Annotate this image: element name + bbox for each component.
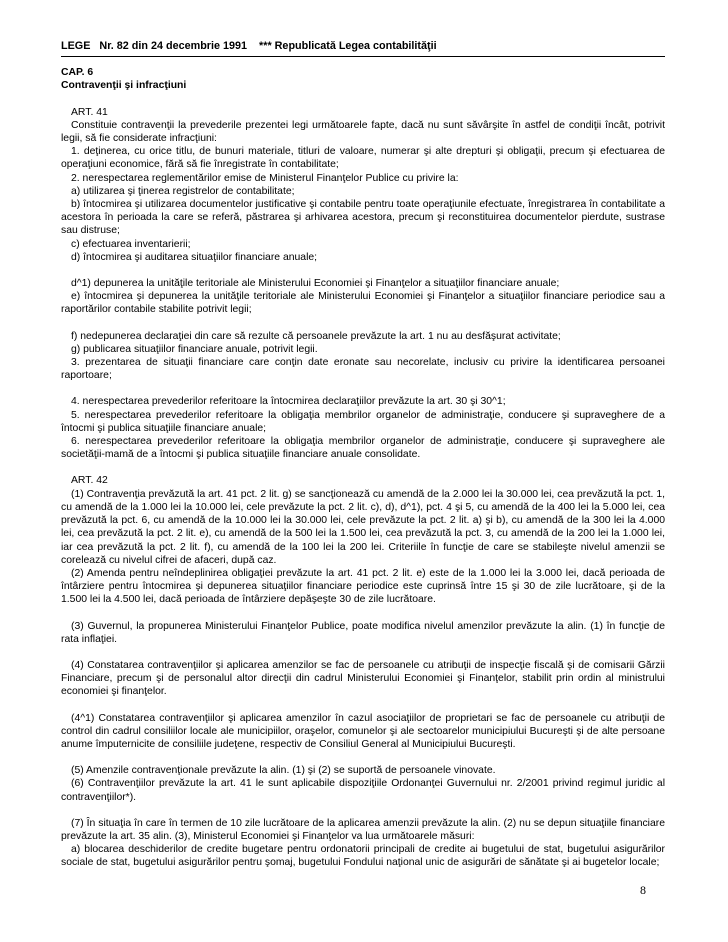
paragraph: (5) Amenzile contravenţionale prevăzute la alin. (1) şi (2) se suportă de persoanele vinovate. bbox=[71, 765, 496, 777]
paragraph: (6) Contravenţiilor prevăzute la art. 41 le sunt aplicabile dispoziţiile Ordonanţei Guvernului nr. 2/2001 privind regimul juridic al contravenţiilor*). bbox=[61, 778, 665, 803]
chapter-heading bbox=[61, 66, 665, 92]
paragraph: f) nedepunerea declaraţiei din care să rezulte că persoanele prevăzute la art. 1 nu au desfăşurat activitate; bbox=[71, 330, 561, 342]
chapter-title: Contravenţii şi infracţiuni bbox=[61, 80, 187, 92]
paragraph: (1) Contravenţia prevăzută la art. 41 pct. 2 lit. g) se sancţionează cu amendă de la 2.000 lei la 30.000 lei, cea prevăzută la pct. 1, cu amendă de la 1.000 lei la 10.000 lei, cele prevăzute la pct. 2 lit. c), d), d^1), pct. 4 şi 5, cu amendă de la 400 lei la 5.000 lei, cea prevăzută la pct. 6, cu amendă de la 10.000 lei la 30.000 lei, cele prevăzute la pct. 2 lit. a) şi b), cu amendă de la 300 lei la 4.000 lei, cea prevăzută la pct. 2 lit. e), cu amendă de la 500 lei la 1.500 lei, cea prevăzută la pct. 3, cu amendă de la 200 lei la 1.000 lei, iar cea prevăzută la pct. 2 lit. f), cu amendă de la 100 lei la 200 lei. Criteriile în funcţie de care se stabileşte nivelul amenzii se corelează cu nivelul cifrei de afaceri, după caz. bbox=[61, 488, 665, 566]
paragraph: (7) În situaţia în care în termen de 10 zile lucrătoare de la aplicarea amenzii prevăzute la alin. (2) nu se depun situaţiile financiare prevăzute la art. 35 alin. (3), Ministerul Economiei şi Finanţelor va lua următoarele măsuri: bbox=[61, 817, 665, 842]
paragraph: d) întocmirea şi auditarea situaţiilor financiare anuale; bbox=[71, 251, 318, 263]
paragraph: b) întocmirea şi utilizarea documentelor justificative şi contabile pentru toate operaţiunile efectuate, înregistrarea în contabilitate a acestora în perioada la care se referă, păstrarea şi arhivarea acestora, precum şi reconstituirea documentelor pierdute, sustrase sau distruse; bbox=[61, 199, 665, 237]
article-42-body bbox=[61, 488, 665, 870]
page-header: LEGE Nr. 82 din 24 decembrie 1991 *** Republicată Legea contabilităţii bbox=[61, 40, 665, 57]
paragraph: (4^1) Constatarea contravenţiilor şi aplicarea amenzilor în cazul asociaţiilor de proprietari se fac de persoanele cu atribuţii de control din cadrul consiliilor locale ale municipiilor, oraşelor, comunelor şi ale sectoarelor municipiului Bucureşti şi de alte persoane anume împuternicite de consiliile judeţene, respectiv de Consiliul General al Municipiului Bucureşti. bbox=[61, 712, 665, 750]
paragraph: 1. deţinerea, cu orice titlu, de bunuri materiale, titluri de valoare, numerar şi alte drepturi şi obligaţii, precum şi efectuarea de operaţiuni economice, fără să fie înregistrate în contabilitate; bbox=[61, 146, 665, 171]
article-42-heading: ART. 42 bbox=[71, 475, 108, 487]
paragraph: Constituie contravenţii la prevederile prezentei legi următoarele fapte, dacă nu sunt săvârşite în astfel de condiţii încât, potrivit legii, să fie considerate infracţiuni: bbox=[61, 119, 665, 145]
article-41-body bbox=[61, 119, 665, 462]
paragraph: 4. nerespectarea prevederilor referitoare la întocmirea declaraţiilor prevăzute la art. 30 şi 30^1; bbox=[71, 396, 506, 408]
paragraph: (4) Constatarea contravenţiilor şi aplicarea amenzilor se fac de persoanele cu atribuţii de inspecţie fiscală şi de comisarii Gărzii Financiare, precum şi de personalul altor direcţii din cadrul Ministerului Economiei şi Finanţelor, stabilit prin ordin al ministrului economiei şi finanţelor. bbox=[61, 659, 665, 698]
paragraph: d^1) depunerea la unităţile teritoriale ale Ministerului Economiei şi Finanţelor a situaţiilor financiare anuale; bbox=[71, 278, 560, 290]
chapter-number: CAP. 6 bbox=[61, 67, 94, 79]
paragraph: c) efectuarea inventarierii; bbox=[71, 238, 191, 250]
paragraph: 2. nerespectarea reglementărilor emise de Ministerul Finanţelor Publice cu privire la: bbox=[71, 172, 459, 184]
paragraph: 3. prezentarea de situaţii financiare care conţin date eronate sau necorelate, inclusiv cu privire la identificarea persoanei raportoare; bbox=[61, 357, 665, 382]
paragraph: g) publicarea situaţiilor financiare anuale, potrivit legii. bbox=[71, 343, 318, 355]
paragraph: a) blocarea deschiderilor de credite bugetare pentru ordonatorii principali de credite ai bugetului de stat, bugetului asigurărilor sociale de stat, bugetului asigurărilor pentru şomaj, bugetului Fondului naţional unic de asigurări de sănătate şi ai bugetelor locale; bbox=[61, 844, 665, 869]
paragraph: 5. nerespectarea prevederilor referitoare la obligaţia membrilor organelor de administraţie, conducere şi supraveghere de a întocmi şi publica situaţiile financiare anuale; bbox=[61, 409, 665, 434]
paragraph: e) întocmirea şi depunerea la unităţile teritoriale ale Ministerului Economiei şi Finanţelor a situaţiilor financiare periodice sau a raportărilor contabile stabilite potrivit legii; bbox=[61, 291, 665, 316]
document-page bbox=[61, 40, 665, 870]
paragraph: 6. nerespectarea prevederilor referitoare la obligaţia membrilor organelor de administraţie, conducere şi supraveghere ale societăţii-mamă de a întocmi şi publica situaţiile financiare anuale consolidate. bbox=[61, 436, 665, 461]
article-41-heading: ART. 41 bbox=[71, 106, 108, 118]
page-number: 8 bbox=[640, 883, 646, 897]
paragraph: (3) Guvernul, la propunerea Ministerului Finanţelor Publice, poate modifica nivelul amenzilor prevăzute la alin. (1) în funcţie de rata inflaţiei. bbox=[61, 620, 665, 645]
paragraph: a) utilizarea şi ţinerea registrelor de contabilitate; bbox=[71, 185, 295, 197]
paragraph: (2) Amenda pentru neîndeplinirea obligaţiei prevăzute la art. 41 pct. 2 lit. e) este de la 1.000 lei la 3.000 lei, dacă perioada de întârziere pentru întocmirea şi depunerea situaţiilor financiare periodice este cuprinsă între 15 şi 30 de zile lucrătoare, şi de la 1.500 lei la 4.500 lei, dacă perioada de întârziere depăşeşte 30 de zile lucrătoare. bbox=[61, 567, 665, 606]
